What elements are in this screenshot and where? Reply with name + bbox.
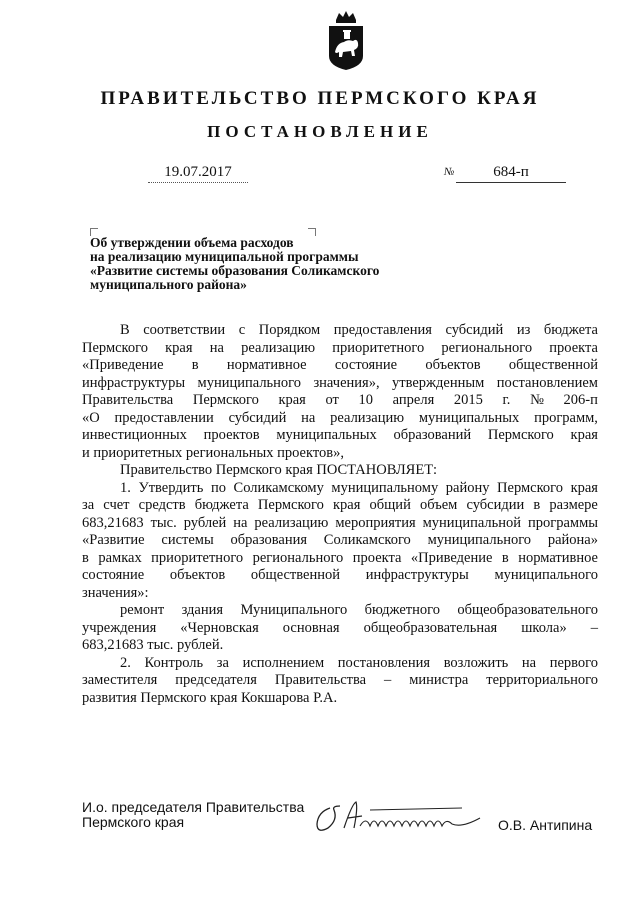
word: в xyxy=(501,549,509,566)
word: Пермского xyxy=(192,392,259,408)
word: муниципального xyxy=(494,567,598,583)
word: 2. xyxy=(120,654,131,671)
word: нормативное xyxy=(226,357,307,373)
word: предоставления xyxy=(333,322,432,338)
word: в xyxy=(82,549,89,566)
word: 206-п xyxy=(563,392,598,408)
text-line xyxy=(82,427,598,445)
word: края xyxy=(570,479,598,496)
word: первого xyxy=(549,654,598,671)
word: проекта xyxy=(549,339,598,356)
word: бюджета xyxy=(194,497,249,513)
word: району xyxy=(445,479,490,496)
word: Соликамского xyxy=(323,532,411,548)
document-subject xyxy=(90,236,450,292)
word: общеобразовательная xyxy=(363,619,498,636)
word: приоритетного xyxy=(332,339,425,356)
word: системы xyxy=(161,532,214,548)
word: в xyxy=(191,357,199,373)
text-line xyxy=(82,445,598,463)
paragraph-repair xyxy=(82,602,598,655)
word: субсидий xyxy=(228,409,287,426)
document-body xyxy=(82,322,598,707)
word: «Черновская xyxy=(180,619,259,636)
word: Пермского xyxy=(497,479,563,496)
word: от xyxy=(325,392,339,408)
word: бюджета xyxy=(543,322,598,338)
word: Порядком xyxy=(258,322,321,338)
word: субсидии xyxy=(466,497,525,513)
word: г. xyxy=(502,392,511,408)
word: образований xyxy=(393,427,472,443)
word: – xyxy=(384,672,392,688)
word: реализацию xyxy=(330,409,405,426)
text-line xyxy=(82,497,598,515)
word: за xyxy=(216,654,229,671)
signer-name: О.В. Антипина xyxy=(498,817,593,833)
word: соответствии xyxy=(143,322,226,338)
word: района» xyxy=(547,532,598,548)
word: объектов xyxy=(425,357,481,373)
text-line xyxy=(82,602,598,620)
word: с xyxy=(238,322,246,338)
word: проектов», xyxy=(277,444,344,461)
word: апреля xyxy=(392,392,435,408)
word: значения», xyxy=(313,374,380,391)
word: в xyxy=(533,497,541,513)
word: заместителя xyxy=(82,672,158,688)
word: программ, xyxy=(534,409,598,426)
word: на xyxy=(521,654,537,671)
word: общеобразовательного xyxy=(457,602,598,618)
word: мероприятия xyxy=(335,514,416,531)
word: муниципального xyxy=(427,532,532,548)
word: по xyxy=(210,479,226,496)
word: муниципальной xyxy=(422,514,522,531)
text-line xyxy=(82,375,598,393)
word: «О xyxy=(82,409,100,426)
word: 683,21683 xyxy=(82,637,148,653)
word: развития xyxy=(82,689,141,706)
word: нормативное xyxy=(518,549,598,566)
government-title: ПРАВИТЕЛЬСТВО ПЕРМСКОГО КРАЯ xyxy=(100,88,540,109)
word: из xyxy=(516,322,531,338)
word: исполнением xyxy=(242,654,325,671)
word: 2015 xyxy=(453,392,483,408)
document-date: 19.07.2017 xyxy=(148,162,248,183)
word: объектов xyxy=(169,567,226,583)
word: реализацию xyxy=(241,339,316,356)
signer-role-line: Пермского края xyxy=(82,814,185,830)
word: 683,21683 xyxy=(82,514,144,531)
text-line xyxy=(82,480,598,498)
word: 10 xyxy=(358,392,374,408)
subject-line: «Развитие системы образования Соликамского xyxy=(90,263,380,278)
document-type: ПОСТАНОВЛЕНИЕ xyxy=(207,122,433,141)
word: средств xyxy=(138,497,186,513)
word: постановления xyxy=(337,654,431,671)
word: министра xyxy=(409,672,469,688)
word: за xyxy=(82,497,95,513)
subject-line: на реализацию муниципальной программы xyxy=(90,249,359,264)
word: на xyxy=(209,339,224,356)
word: счет xyxy=(103,497,130,513)
subject-line: муниципального района» xyxy=(90,277,247,292)
word: проектов xyxy=(203,427,260,443)
word: № xyxy=(530,392,544,408)
word: «Развитие xyxy=(82,532,145,548)
text-line xyxy=(82,550,598,568)
word: края xyxy=(278,392,306,408)
word: размере xyxy=(549,497,598,513)
word: постановлением xyxy=(496,374,598,391)
word: состояние xyxy=(334,357,398,373)
word: на xyxy=(233,514,248,531)
word: бюджетного xyxy=(364,602,440,618)
word: В xyxy=(120,322,130,338)
word: реализацию xyxy=(254,514,329,531)
word: значения»: xyxy=(82,584,149,601)
paragraph-item-2 xyxy=(82,655,598,708)
paragraph-decree: Правительство Пермского края ПОСТАНОВЛЯЕТ: xyxy=(120,462,438,478)
word: Правительства xyxy=(82,392,174,408)
word: рамках xyxy=(98,549,142,566)
word: регионального xyxy=(441,339,533,356)
coat-of-arms-icon xyxy=(326,8,366,72)
subject-corner-right xyxy=(308,228,316,236)
word: утвержденным xyxy=(392,374,485,391)
word: общий xyxy=(369,497,411,513)
word: «Приведение xyxy=(82,357,164,373)
word: Пермского xyxy=(140,689,210,706)
paragraph-item-1 xyxy=(82,480,598,603)
word: края xyxy=(570,427,598,443)
text-line xyxy=(82,690,598,708)
paragraph-legal-basis xyxy=(82,322,598,462)
number-prefix: № xyxy=(444,166,455,178)
word: основная xyxy=(282,619,340,636)
word: объем xyxy=(419,497,458,513)
word: и xyxy=(82,444,94,461)
text-line xyxy=(82,357,598,375)
text-line xyxy=(82,410,598,428)
text-line xyxy=(82,585,598,603)
text-line xyxy=(82,567,598,585)
text-line xyxy=(82,672,598,690)
word: 1. xyxy=(120,479,131,496)
text-line xyxy=(82,515,598,533)
text-line xyxy=(82,655,598,673)
word: здания xyxy=(181,602,224,618)
word: края xyxy=(210,689,242,706)
word: Пермского xyxy=(82,339,148,356)
word: территориального xyxy=(486,672,598,688)
text-line xyxy=(82,340,598,358)
word: проекта xyxy=(352,549,402,566)
word: «Приведение xyxy=(410,549,493,566)
text-line xyxy=(82,620,598,638)
text-line xyxy=(82,637,598,655)
signer-role-line: И.о. председателя Правительства xyxy=(82,799,305,815)
word: края xyxy=(165,339,193,356)
word: муниципальному xyxy=(331,479,439,496)
word: рублей. xyxy=(177,637,224,653)
word: школа» xyxy=(521,619,567,636)
document-number: 684-п xyxy=(456,162,566,183)
word: предоставлении xyxy=(114,409,214,426)
word: инвестиционных xyxy=(82,427,187,443)
word: – xyxy=(590,619,598,636)
word: регионального xyxy=(252,549,344,566)
word: учреждения xyxy=(82,619,157,636)
word: Р.А. xyxy=(313,689,338,706)
word: Кокшарова xyxy=(241,689,314,706)
word: Правительства xyxy=(274,672,367,688)
word: приоритетных xyxy=(93,444,186,461)
word: программы xyxy=(528,514,598,531)
word: муниципального xyxy=(197,374,302,391)
word: края xyxy=(332,497,361,513)
word: общественной xyxy=(508,357,598,373)
word: приоритетного xyxy=(151,549,244,566)
word: образования xyxy=(230,532,308,548)
subject-line: Об утверждении объема расходов xyxy=(90,235,294,250)
word: состояние xyxy=(82,567,145,583)
text-line xyxy=(82,532,598,550)
text-line xyxy=(82,392,598,410)
handwritten-signature xyxy=(312,798,492,838)
word: муниципальных xyxy=(276,427,377,443)
word: инфраструктуры xyxy=(365,567,469,583)
word: Пермского xyxy=(257,497,324,513)
word: инфраструктуры xyxy=(82,374,186,391)
word: региональных xyxy=(185,444,278,461)
word: Утвердить xyxy=(138,479,204,496)
word: тыс. xyxy=(147,637,178,653)
word: тыс. xyxy=(150,514,177,531)
word: Муниципального xyxy=(240,602,348,618)
word: Контроль xyxy=(144,654,204,671)
word: субсидий xyxy=(445,322,504,338)
word: председателя xyxy=(175,672,257,688)
word: муниципальных xyxy=(418,409,520,426)
word: рублей xyxy=(183,514,227,531)
word: возложить xyxy=(443,654,509,671)
word: общественной xyxy=(250,567,340,583)
word: на xyxy=(301,409,316,426)
text-line xyxy=(82,322,598,340)
word: Соликамскому xyxy=(233,479,324,496)
word: ремонт xyxy=(120,602,165,618)
word: Пермского xyxy=(487,427,554,443)
